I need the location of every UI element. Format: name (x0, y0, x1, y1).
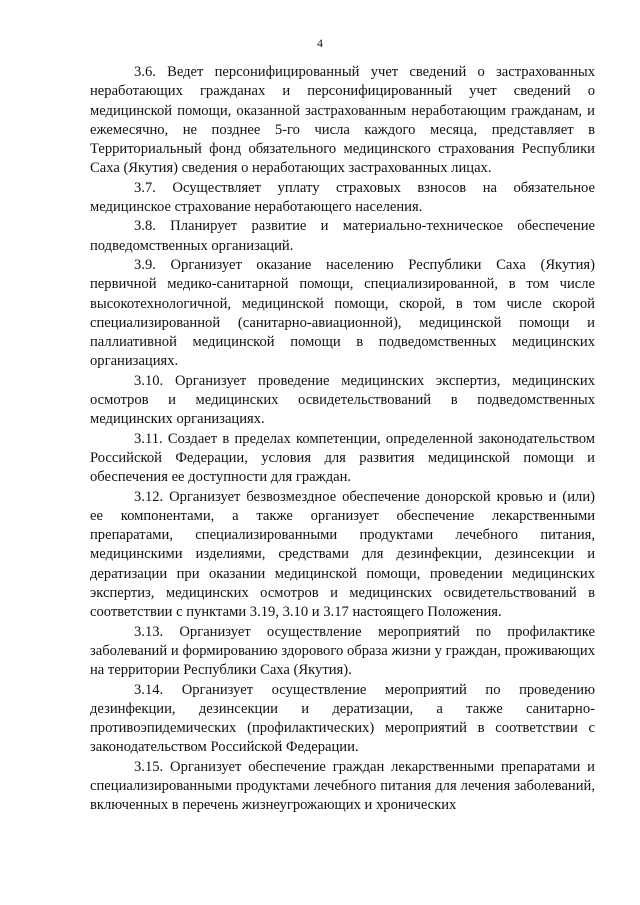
paragraph-3-15: 3.15. Организует обеспечение граждан лекарственными препаратами и специализированными продуктами лечебного питания для лечения заболеваний, включенных в перечень жизнеугрожающих и хронических (90, 758, 595, 814)
page-number: 4 (317, 36, 323, 50)
paragraph-3-8: 3.8. Планирует развитие и материально-техническое обеспечение подведомственных организаций. (90, 218, 595, 254)
paragraph-3-9: 3.9. Организует оказание населению Республики Саха (Якутия) первичной медико-санитарной помощи, специализированной, в том числе высокотехнологичной, медицинской помощи, скорой, в том числе скорой специализированной (санитарно-авиационной), медицинской помощи и паллиативной медицинской помощи в подведомственных медицинских организациях. (90, 256, 595, 370)
document-body (90, 63, 595, 816)
paragraph-3-12: 3.12. Организует безвозмездное обеспечение донорской кровью и (или) ее компонентами, а также организует обеспечение лекарственными препаратами, специализированными продуктами лечебного питания, медицинскими изделиями, средствами для дезинфекции, дезинсекции и дератизации при оказании медицинской помощи, проведении медицинских экспертиз, медицинских осмотров и медицинских освидетельствований в соответствии с пунктами 3.19, 3.10 и 3.17 настоящего Положения. (90, 488, 595, 621)
paragraph-3-10: 3.10. Организует проведение медицинских экспертиз, медицинских осмотров и медицинских освидетельствований в подведомственных медицинских организациях. (90, 372, 595, 428)
paragraph-3-6: 3.6. Ведет персонифицированный учет сведений о застрахованных неработающих гражданах и персонифицированный учет сведений о медицинской помощи, оказанной застрахованным неработающим гражданам, и ежемесячно, не позднее 5-го числа каждого месяца, представляет в Территориальный фонд обязательного медицинского страхования Республики Саха (Якутия) сведения о неработающих застрахованных лицах. (90, 64, 595, 177)
paragraph-3-11: 3.11. Создает в пределах компетенции, определенной законодательством Российской Федерации, условия для развития медицинской помощи и обеспечения ее доступности для граждан. (90, 430, 595, 486)
paragraph-3-13: 3.13. Организует осуществление мероприятий по профилактике заболеваний и формированию здорового образа жизни у граждан, проживающих на территории Республики Саха (Якутия). (90, 623, 595, 679)
paragraph-3-14: 3.14. Организует осуществление мероприятий по проведению дезинфекции, дезинсекции и дератизации, а также санитарно-противоэпидемических (профилактических) мероприятий в соответствии с законодательством Российской Федерации. (90, 681, 595, 756)
paragraph-3-7: 3.7. Осуществляет уплату страховых взносов на обязательное медицинское страхование неработающего населения. (90, 179, 595, 216)
